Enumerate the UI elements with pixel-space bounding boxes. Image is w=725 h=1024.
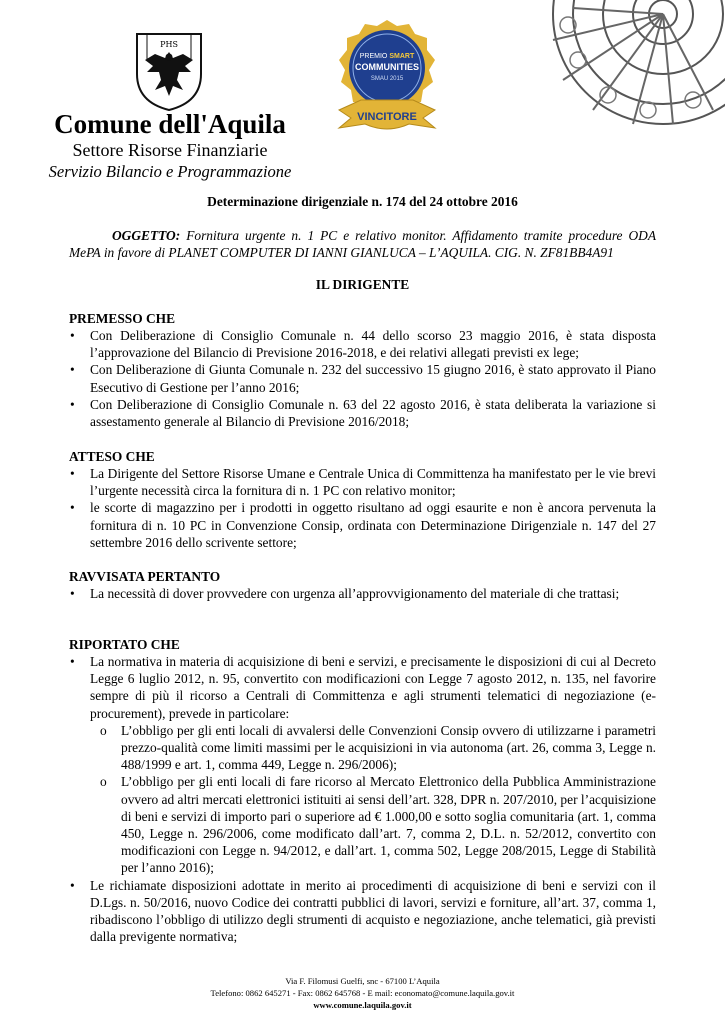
subject-paragraph [69, 227, 656, 261]
rose-window-decoration-icon [533, 0, 725, 130]
sub-list-item: o L’obbligo per gli enti locali di fare ricorso al Mercato Elettronico della Pubblica Amministrazione ovvero ad altri mercati elettronici istituiti ai sensi dell’art. 328, DPR n. 207/2010, per l’acquisizione di beni e servizi di importo pari o superiore ad € 1.000,00 e sotto soglia comunitaria (art. 1, comma 450, Legge n. 296/2006, come modificato dall’art. 7, comma 2, D.L. n. 52/2012, convertito con modificazioni con Legge n. 94/2012, e dall’art. 1, comma 502, Legge 208/2015, Legge di Stabilità per l’anno 2016); [100, 774, 656, 876]
bullet-icon: • [70, 500, 75, 516]
ravvisata-list [69, 585, 656, 602]
svg-text:COMMUNITIES: COMMUNITIES [355, 62, 419, 72]
crest-text: PHS [160, 40, 178, 49]
page-title: Comune dell'Aquila [54, 109, 286, 139]
page-footer [0, 975, 725, 1011]
smart-communities-award-badge [335, 18, 439, 148]
footer-address: Via F. Filomusi Guelfi, snc - 67100 L’Aquila [285, 976, 440, 986]
atteso-list [69, 465, 656, 551]
atteso-heading: ATTESO CHE [69, 449, 155, 464]
list-item: • Con Deliberazione di Consiglio Comunale n. 44 dello scorso 23 maggio 2016, è stata disposta l’approvazione del Bilancio di Previsione 2016-2018, e dei relativi allegati previsti ex lege; [70, 328, 656, 361]
riportato-sublist [90, 722, 656, 877]
list-item: • Con Deliberazione di Consiglio Comunale n. 63 del 22 agosto 2016, è stata deliberata la variazione si assestamento generale al Bilancio di Previsione 2016/2018; [70, 396, 656, 430]
svg-text:VINCITORE: VINCITORE [357, 111, 417, 123]
subject-label: OGGETTO: [112, 228, 181, 243]
bullet-icon: • [70, 654, 75, 669]
bullet-icon: • [70, 466, 75, 481]
bullet-icon: • [70, 362, 75, 378]
riportato-heading: RIPORTATO CHE [69, 637, 180, 652]
list-item: • Con Deliberazione di Giunta Comunale n. 232 del successivo 15 giugno 2016, è stato approvato il Piano Esecutivo di Gestione per l’anno 2016; [70, 362, 656, 395]
bullet-icon: • [70, 586, 75, 601]
list-item: • La necessità di dover provvedere con urgenza all’approvvigionamento del materiale di che trattasi; [70, 586, 620, 601]
bullet-icon: • [70, 396, 75, 412]
svg-text:PREMIO SMART: PREMIO SMART [359, 53, 415, 60]
ravvisata-heading: RAVVISATA PERTANTO [69, 569, 221, 584]
circle-bullet-icon: o [100, 774, 107, 790]
determination-title: Determinazione dirigenziale n. 174 del 24 ottobre 2016 [207, 194, 518, 209]
footer-contacts: Telefono: 0862 645271 - Fax: 0862 645768 - E mail: economato@comune.laquila.gov.it [210, 988, 515, 998]
list-item: • le scorte di magazzino per i prodotti in oggetto risultano ad oggi esaurite e non è ancora pervenuta la fornitura di n. 10 PC in Convenzione Consip, ordinata con Determinazione Dirigenziale n. 147 del 27 settembre 2016 dello scrivente settore; [70, 500, 656, 550]
footer-website-link[interactable]: www.comune.laquila.gov.it [313, 1000, 412, 1010]
premesso-heading: PREMESSO CHE [69, 311, 176, 326]
circle-bullet-icon: o [100, 722, 107, 738]
il-dirigente-heading: IL DIRIGENTE [315, 277, 410, 292]
list-item: • La Dirigente del Settore Risorse Umane e Centrale Unica di Committenza ha manifestato per le vie brevi l’urgente necessità circa la fornitura di n. 1 PC con relativo monitor; [70, 466, 656, 499]
premesso-list [69, 327, 656, 430]
sub-list-item: o L’obbligo per gli enti locali di avvalersi delle Convenzioni Consip ovvero di utilizzarne i parametri prezzo-qualità come limiti massimi per le acquisizioni in via autonoma (art. 26, comma 3, Legge n. 488/1999 e art. 1, comma 449, Legge n. 296/2006); [100, 722, 656, 773]
sector-name: Settore Risorse Finanziarie [72, 140, 268, 160]
svg-text:SMAU 2015: SMAU 2015 [370, 76, 404, 82]
coat-of-arms-icon [133, 30, 205, 112]
service-name: Servizio Bilancio e Programmazione [48, 162, 292, 181]
bullet-icon: • [70, 877, 75, 893]
riportato-list [69, 653, 656, 945]
list-item: • La normativa in materia di acquisizione di beni e servizi, e precisamente le disposizioni di cui al Decreto Legge 6 luglio 2012, n. 95, convertito con modificazioni con Legge 7 agosto 2012, n. 135, nel favorire sempre di più il ricorso a Centrali di Committenza e agli strumenti telematici di negoziazione (e-procurement), prevede in particolare: o L’obbligo per gli enti locali di avvalersi delle Convenzioni Consip ovvero di utilizzarne i parametri prezzo-qualità come limiti massimi per le acquisizioni in via autonoma (art. 26, comma 3, Legge n. 488/1999 e art. 1, comma 449, Legge n. 296/2006); o L’obbligo per gli enti locali di fare ricorso al Mercato Elettronico della Pubblica Amministrazione ovvero ad altri mercati elettronici istituiti ai sensi dell’art. 328, DPR n. 207/2010, per l’acquisizione di beni e servizi di importo pari o superiore ad € 1.000,00 e sotto soglia comunitaria (art. 1, comma 450, Legge n. 296/2006, come modificato dall’art. 7, comma 2, D.L. n. 52/2012, convertito con modificazioni con Legge n. 94/2012, e dall’art. 1, comma 502, Legge 208/2015, Legge di Stabilità per l’anno 2016); [70, 654, 656, 876]
list-item: • Le richiamate disposizioni adottate in merito ai procedimenti di acquisizione di beni e servizi con il D.Lgs. n. 50/2016, nuovo Codice dei contratti pubblici di lavori, servizi e forniture, all’art. 37, comma 1, ribadiscono l’obbligo di utilizzo degli strumenti di acquisto e negoziazione, anche telematici, già previsti dalla previgente normativa; [70, 877, 656, 945]
bullet-icon: • [70, 328, 75, 343]
subject-text: Fornitura urgente n. 1 PC e relativo monitor. Affidamento tramite procedure ODA MePA in favore di PLANET COMPUTER DI IANNI GIANLUCA – L’AQUILA. CIG. N. ZF81BB4A91 [69, 228, 656, 261]
